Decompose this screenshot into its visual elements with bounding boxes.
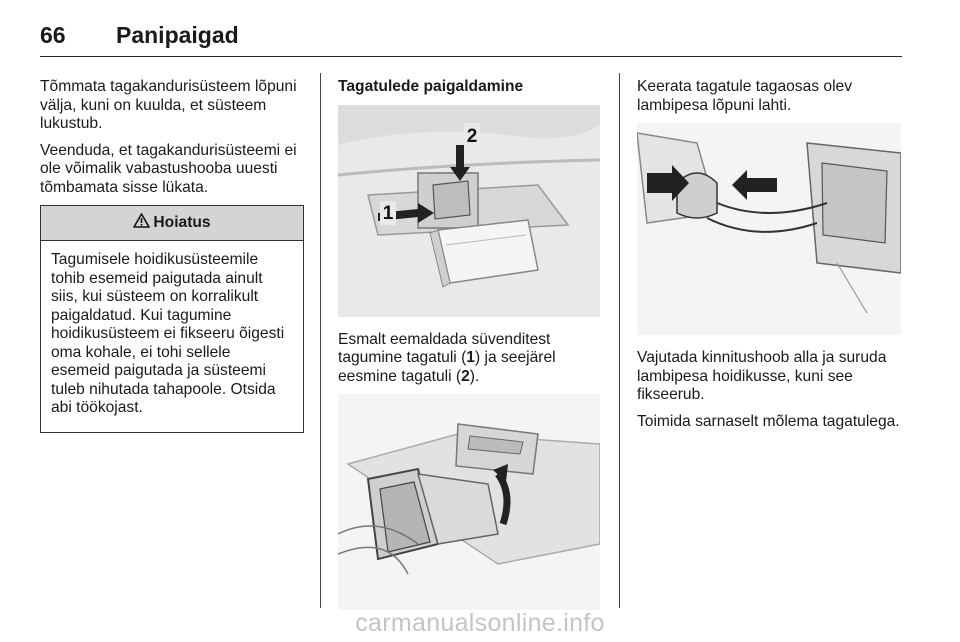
tail-light-removal-illustration (338, 105, 600, 317)
page-number: 66 (40, 21, 66, 48)
caption-part: ) ja seejärel eesmine tagatuli ( (338, 349, 556, 385)
section-heading: Tagatulede paigaldamine (338, 78, 524, 95)
warning-triangle-icon (133, 213, 150, 234)
bulb-holder-illustration (637, 123, 901, 335)
column-middle (338, 78, 604, 610)
caption-part: ). (469, 367, 480, 385)
callout-1-label: 1 (382, 202, 394, 224)
paragraph: Tõmmata tagakandurisüsteem lõpuni välja, kuni on kuulda, et süsteem lukustub. (40, 78, 297, 132)
warning-body: Tagumisele hoidikusüsteemile tohib esemeid paigutada ainult siis, kui süsteem on korralikult paigaldatud. Kui tagumine hoidikusüsteem ei fikseeru õigesti oma kohale, ei tohi sellele esemeid paigutada ja süsteemi tuleb nihutada tahapoole. Otsida abi töökojast. (51, 251, 285, 416)
caption (338, 331, 604, 387)
warning-header (41, 206, 303, 241)
column-divider (320, 73, 321, 608)
column-left (40, 78, 306, 433)
tail-light-rotate-illustration (338, 394, 600, 610)
warning-box (40, 205, 304, 433)
watermark: carmanualsonline.info (355, 609, 605, 637)
page-header (40, 14, 902, 57)
callout-2-label: 2 (466, 125, 478, 147)
page-title: Panipaigad (116, 21, 239, 48)
paragraph: Keerata tagatule tagaosas olev lambipesa lõpuni lahti. (637, 78, 853, 114)
caption-number: 2 (461, 367, 470, 385)
paragraph: Toimida sarnaselt mõlema tagatulega. (637, 412, 900, 430)
caption-part: Esmalt eemaldada süvenditest tagumine tagatuli ( (338, 330, 551, 366)
callout-2 (464, 123, 480, 147)
callout-1 (380, 201, 396, 225)
paragraph: Veenduda, et tagakandurisüsteemi ei ole võimalik vabastushooba uuesti tõmbamata sisse lükata. (40, 141, 297, 196)
column-divider (619, 73, 620, 608)
column-right (637, 78, 903, 439)
warning-title: Hoiatus (153, 213, 211, 231)
caption-number: 1 (466, 349, 475, 366)
paragraph: Vajutada kinnitushoob alla ja suruda lambipesa hoidikusse, kuni see fikseerub. (637, 349, 887, 403)
